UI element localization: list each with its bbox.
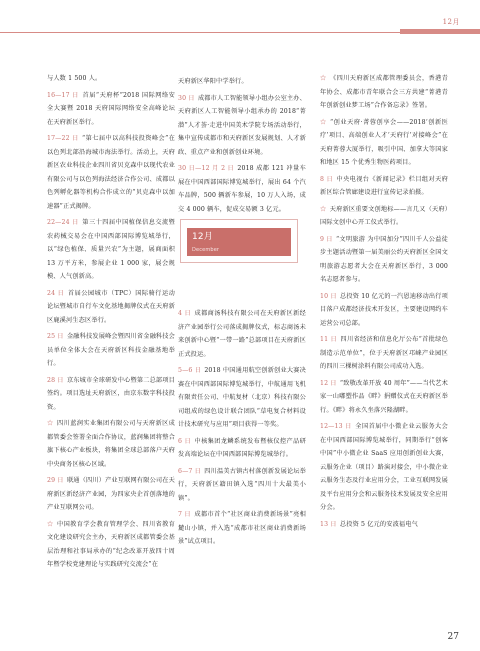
entry-date: 25 日	[47, 333, 64, 340]
entry-date: 24 日	[47, 289, 65, 297]
entry-text: 总投资 5 亿元的安波福电气	[339, 520, 418, 528]
entry-text: 全国首届中小微企业云服务大会在中国西部国际博览城举行，同期举行“创客中国”中小微企业 SaaS 应用创新创业大赛，云服务企业（项目）路演对接会，中小微企业云服务生态及行业应用分会，工业互联网发展及平台应用分会和云服务技术发展及安全应用分会。	[320, 423, 448, 511]
chronicle-entry	[320, 290, 448, 331]
column-right	[320, 72, 448, 534]
chronicle-entry	[47, 89, 175, 130]
entry-date: 17—22 日	[47, 135, 79, 142]
entry-text: 京东城市全球研发中心暨第二总部项目签约。项目选址天府新区，由京东数字科技投资。	[47, 376, 175, 411]
column-middle-top	[178, 75, 306, 216]
entry-text: 中央电视台《新闻记录》栏目组对天府新区综合管廊建设进行宣传记录拍摄。	[320, 175, 448, 196]
entry-text: 四川省经济和信息化厅公布“首批绿色制造示范单位”，位于天府新区邛崃产业园区的四川三棵树涂料有限公司成功入选。	[320, 336, 448, 370]
entry-text: 成都商汤科技有限公司在天府新区新经济产业园举行公司落成揭牌仪式，标志商汤未来创新中心暨“一带一路”总部项目在天府新区正式投运。	[178, 310, 306, 358]
running-header-month: 12月	[442, 18, 460, 26]
chronicle-entry	[178, 508, 306, 549]
entry-text: 首届“天府杯”2018 国际网络安全大赛暨 2018 天府国际网络安全高峰论坛在天府新区举行。	[47, 91, 175, 126]
entry-date: ☆	[47, 520, 54, 528]
entry-date: 28 日	[47, 376, 64, 384]
entry-text: 首届公园城市（TPC）国际骑行运动论坛暨城市自行车文化基地揭牌仪式在天府新区鹿溪河生态区举行。	[47, 289, 175, 324]
entry-date: 9 日	[320, 235, 333, 243]
header-tab-accent	[400, 29, 480, 34]
entry-text: 成都市人工智能领导小组办公室主办、天府新区人工智能领导小组承办的 2018“菁潜”人才荟·走进中国美术学院专场活动举行，集中宣传成都市和天府新区发展规划、人才新政、重点产业和创新创业环境。	[178, 94, 306, 156]
chronicle-entry	[178, 364, 306, 432]
entry-date: 30 日	[178, 94, 195, 102]
chronicle-entry	[178, 465, 306, 506]
entry-date: 29 日	[47, 477, 64, 484]
column-middle	[178, 75, 306, 552]
entry-text: 2018 成都 121 冲量车展在中国西部国际博览城举行，展出 64 个汽车品牌，500 辆新车参展，10 万人入场，成交 4 000 辆车，促成交易额 3 亿元。	[178, 165, 306, 213]
month-heading-box	[180, 219, 298, 263]
entry-date: 6—7 日	[178, 467, 202, 475]
column-left	[47, 72, 175, 575]
entry-date: 12 日	[320, 379, 337, 387]
chronicle-entry	[47, 216, 175, 284]
chronicle-entry	[47, 374, 175, 415]
chronicle-entry	[178, 307, 306, 361]
entry-text: “第七届中以高科技投资峰会”在以色列北部沿海城市海法举行。活动上，天府新区农业科技企业四川省贝克森中以现代农业有限公司与以色列海法经济合作公司、成都以色列孵化器等机构合作成立的“贝克森中以加速器”正式揭牌。	[47, 135, 176, 210]
chronicle-entry	[178, 75, 306, 89]
entry-text: “致敬改革开放 40 周年”——当代艺术家一山嘟塑作品《畔》捐赠仪式在天府新区举行。《畔》将永久坐落兴隆湖畔。	[320, 379, 448, 414]
entry-text: 总投资 10 亿元的一汽恩迪移动出行项目落户成都经济技术开发区，主要建设网约车运营公司总部。	[320, 292, 448, 327]
chronicle-entry	[178, 435, 306, 462]
entry-text: 联通（四川）产业互联网有限公司在天府新区新经济产业园，为四家央企首创落地的产业互联网公司。	[47, 477, 175, 511]
chronicle-entry	[320, 173, 448, 200]
entry-text: “创业天府·菁蓉创享会——2018‘创新医疗’项目、高端创业人才‘天府行’对接峰会”在天府菁蓉大厦举行，吸引中国、加拿大等国家和地区 15 个优秀生物医药项目。	[320, 118, 448, 166]
entry-text: “文明旅游 为中国加分”四川千人公益徒步主题活动暨第一届美丽公约天府新区全国文明旅游志愿者大会在天府新区举行，3 000 名志愿者参与。	[320, 235, 448, 283]
entry-date: 10 日	[320, 292, 337, 300]
entry-text: 中核集团龙鳞系统发布暨核仪控产品研发高端论坛在中国西部国际博览城举行。	[178, 437, 306, 458]
entry-date: 30 日—12 月 2 日	[178, 165, 235, 172]
month-heading-title: 12月	[192, 232, 213, 242]
entry-text: 金融科技发展峰会暨四川省金融科技会员单位全体大会在天府新区科技金融基地举行。	[47, 333, 175, 367]
chronicle-entry	[320, 377, 448, 418]
entry-date: 7 日	[178, 511, 191, 518]
entry-text: 天府新区重要文创地标——言几又（天府）国际文创中心开工仪式举行。	[320, 205, 449, 226]
entry-text: 天府新区华阳中学举行。	[178, 78, 248, 85]
chronicle-entry	[320, 420, 448, 515]
chronicle-entry	[320, 233, 448, 287]
entry-date: 13 日	[320, 520, 337, 528]
entry-text: 成都市首个“社区商业消费新场景”亮相麓山小镇，并入选“成都市社区商业消费新场景”试点项目。	[178, 511, 306, 545]
entry-date: 4 日	[178, 310, 192, 317]
entry-text: 第三十四届中国植保信息交流暨农药械交易会在中国西部国际博览城举行，以“绿色植保、质量兴农”为主题，展商面积 13 万平方米，参展企业 1 000 家，展会规模、人气创新高。	[47, 219, 175, 280]
chronicle-entry	[47, 474, 175, 515]
chronicle-entry	[320, 116, 448, 170]
entry-date: 6 日	[178, 437, 192, 445]
entry-date: ☆	[47, 420, 54, 427]
chronicle-entry	[47, 132, 175, 213]
chronicle-entry	[320, 333, 448, 374]
entry-text: 2018 中国通用航空创新创业大赛决赛在中国西部国际博览城举行，中航通用飞机有限责任公司、中航复材（北京）科技有限公司组成的绿色设计联合团队“草电复合材料设计技术研究与应用”项目获得一等奖。	[178, 367, 306, 428]
chronicle-entry	[47, 417, 175, 471]
entry-text: 四川蓝润实业集团有限公司与天府新区成都管委会签署全面合作协议，蓝润集团将整合旗下核心产业板块，将集团全球总部落户天府中央商务区核心区域。	[47, 420, 176, 468]
entry-date: ☆	[320, 75, 327, 82]
chronicle-entry	[47, 330, 175, 371]
page-number: 27	[447, 632, 459, 642]
entry-text: 四川温美古镇古村落创新发展论坛举行，天府新区籍田镇入选“四川十大最美小镇”。	[178, 467, 306, 502]
chronicle-entry	[320, 518, 448, 532]
month-heading-subtitle: December	[192, 247, 220, 253]
chronicle-entry	[47, 518, 175, 572]
entry-date: 5—6 日	[178, 367, 202, 374]
entry-date: 8 日	[320, 175, 334, 183]
column-middle-bottom	[178, 307, 306, 549]
entry-text: 与人数 1 500 人。	[47, 75, 102, 82]
chronicle-entry	[47, 287, 175, 328]
entry-date: ☆	[320, 118, 327, 126]
entry-date: 11 日	[320, 336, 337, 343]
chronicle-entry	[320, 203, 448, 230]
chronicle-entry	[47, 72, 175, 86]
chronicle-entry	[178, 92, 306, 160]
entry-date: ☆	[320, 205, 327, 213]
entry-date: 12—13 日	[320, 423, 352, 430]
entry-date: 22—24 日	[47, 219, 79, 226]
chronicle-entry	[178, 162, 306, 216]
entry-text: 《四川天府新区成都管理委员会，香港青年协会、成都市青年联合会三方共建“菁港青年创新创业梦工场”合作备忘录》签署。	[320, 75, 449, 109]
chronicle-entry	[320, 72, 448, 113]
entry-date: 16—17 日	[47, 91, 79, 99]
entry-text: 中国教育学会教育管理学会、四川省教育文化建设研究会主办，天府新区成都管委会基层治理和社事局承办的“纪念改革开放四十周年暨学校党建理论与实践研究交流会”在	[47, 520, 176, 568]
